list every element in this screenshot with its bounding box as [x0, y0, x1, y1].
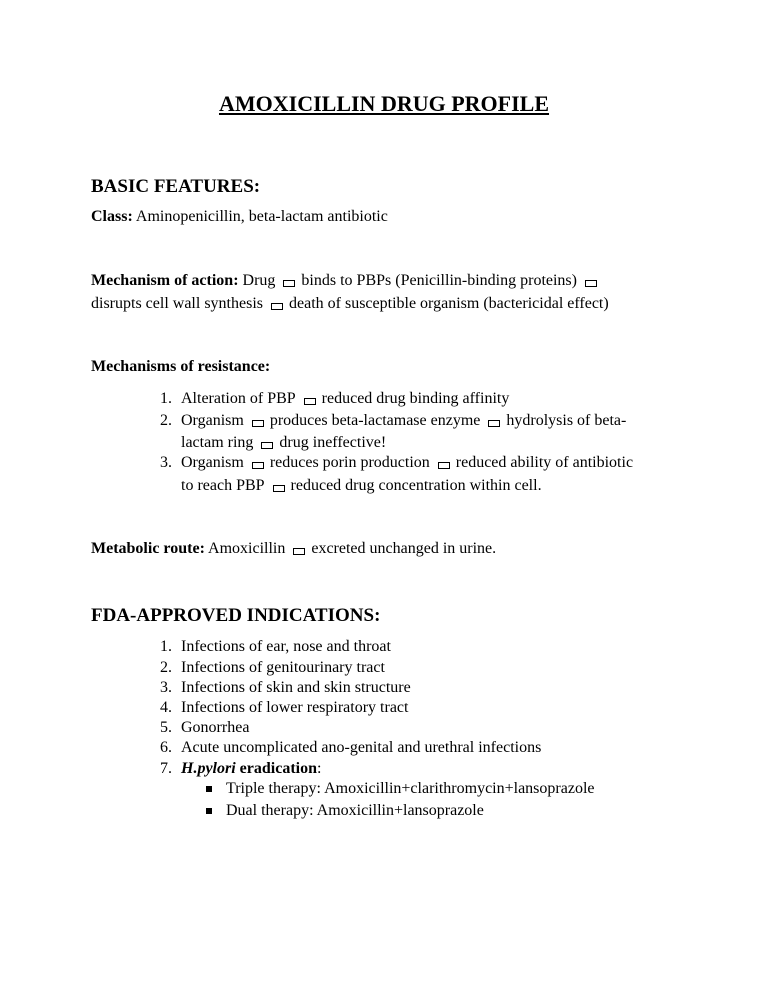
resistance-heading-text: Mechanisms of resistance: — [91, 358, 271, 375]
mechanism-text: Drug — [242, 272, 276, 289]
list-number: 1. — [160, 390, 172, 407]
eradication-bold: eradication — [235, 760, 317, 777]
list-item — [181, 454, 633, 472]
list-item-text: Organism — [181, 454, 244, 471]
list-item: Infections of lower respiratory tract — [181, 699, 409, 716]
arrow-symbol-icon — [293, 548, 305, 555]
list-item-text: lactam ring — [181, 434, 254, 451]
list-item-text: produces beta-lactamase enzyme — [269, 412, 481, 429]
list-item: Gonorrhea — [181, 719, 250, 736]
list-number: 1. — [160, 638, 172, 655]
list-item-text: Alteration of PBP — [181, 390, 296, 407]
metabolic-text: Amoxicillin — [208, 540, 286, 557]
sub-list-item: Dual therapy: Amoxicillin+lansoprazole — [226, 802, 484, 819]
list-item: Infections of genitourinary tract — [181, 659, 385, 676]
list-item: Infections of ear, nose and throat — [181, 638, 391, 655]
list-item-text: reduced drug concentration within cell. — [290, 477, 542, 494]
metabolic-route-line — [91, 540, 496, 558]
arrow-symbol-icon — [283, 280, 295, 287]
list-number: 5. — [160, 719, 172, 736]
arrow-symbol-icon — [273, 485, 285, 492]
basic-features-heading: BASIC FEATURES: — [91, 176, 261, 197]
list-number: 6. — [160, 739, 172, 756]
list-item-tail: : — [317, 760, 322, 777]
square-bullet-icon — [206, 808, 212, 814]
arrow-symbol-icon — [438, 462, 450, 469]
mechanism-text: death of susceptible organism (bactericidal effect) — [288, 295, 609, 312]
list-item-text: Organism — [181, 412, 244, 429]
mechanism-text: disrupts cell wall synthesis — [91, 295, 263, 312]
list-item-text: reduces porin production — [269, 454, 430, 471]
indications-heading: FDA-APPROVED INDICATIONS: — [91, 605, 381, 626]
arrow-symbol-icon — [252, 462, 264, 469]
list-item-text: to reach PBP — [181, 477, 265, 494]
arrow-symbol-icon — [261, 442, 273, 449]
class-label: Class: — [91, 208, 133, 225]
arrow-symbol-icon — [304, 398, 316, 405]
class-value: Aminopenicillin, beta-lactam antibiotic — [135, 208, 388, 225]
list-item — [181, 412, 626, 430]
list-number: 4. — [160, 699, 172, 716]
list-number: 3. — [160, 454, 172, 471]
list-item — [181, 760, 321, 778]
list-item-text: hydrolysis of beta- — [506, 412, 627, 429]
list-number: 2. — [160, 659, 172, 676]
square-bullet-icon — [206, 786, 212, 792]
resistance-heading — [91, 358, 270, 376]
arrow-symbol-icon — [271, 303, 283, 310]
arrow-symbol-icon — [488, 420, 500, 427]
hpylori-italic: H.pylori — [181, 760, 236, 777]
list-item — [181, 390, 509, 408]
list-item-text: drug ineffective! — [279, 434, 387, 451]
list-item-continuation — [181, 434, 386, 452]
list-item: Acute uncomplicated ano-genital and urethral infections — [181, 739, 542, 756]
arrow-symbol-icon — [252, 420, 264, 427]
arrow-symbol-icon — [585, 280, 597, 287]
class-line — [91, 208, 388, 226]
document-title: AMOXICILLIN DRUG PROFILE — [218, 91, 550, 116]
mechanism-label: Mechanism of action: — [91, 272, 239, 289]
metabolic-label: Metabolic route: — [91, 540, 205, 557]
list-number: 7. — [160, 760, 172, 777]
mechanism-line-1 — [91, 272, 603, 290]
metabolic-text: excreted unchanged in urine. — [311, 540, 497, 557]
list-item-text: reduced drug binding affinity — [321, 390, 510, 407]
mechanism-text: binds to PBPs (Penicillin-binding proteins) — [301, 272, 577, 289]
list-number: 2. — [160, 412, 172, 429]
sub-list-item: Triple therapy: Amoxicillin+clarithromycin+lansoprazole — [226, 780, 595, 797]
list-item-continuation — [181, 477, 542, 495]
list-item: Infections of skin and skin structure — [181, 679, 411, 696]
list-number: 3. — [160, 679, 172, 696]
list-item-text: reduced ability of antibiotic — [455, 454, 634, 471]
mechanism-line-2 — [91, 295, 609, 313]
